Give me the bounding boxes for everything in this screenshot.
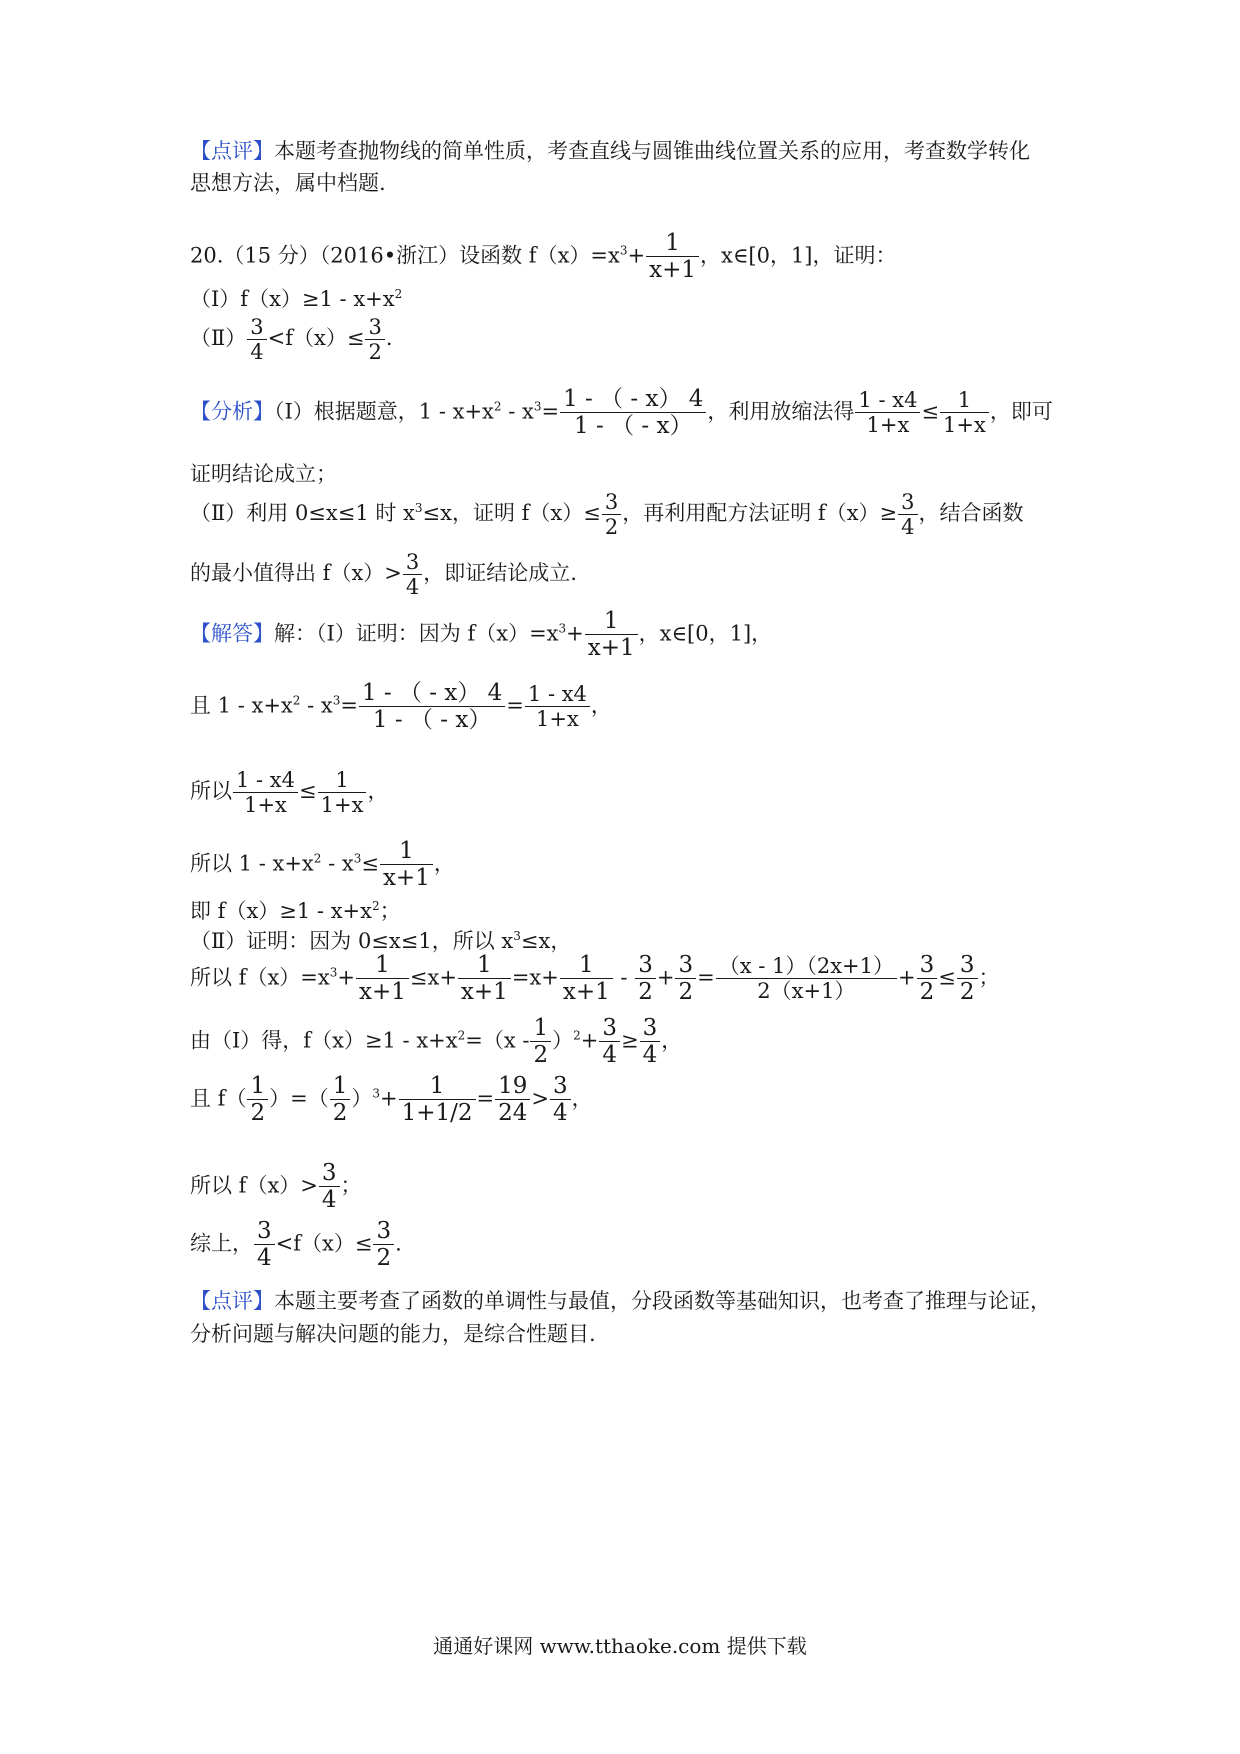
fraction: $\frac{1 - x4}{1+x}$ <box>855 388 920 437</box>
solution-line-11: 综上， $\frac{3}{4}$ <f（x）≤ $\frac{3}{2}$ . <box>190 1218 402 1272</box>
review2-tag: 【点评】 <box>190 1289 274 1313</box>
solution-line-8: 由（Ⅰ）得，$f(x)\ge 1 - x+x^2=(x$ - $\frac{1}{2}$ ）$^2$+ $\frac{3}{4}$ ≥ $\frac{3}{4}$ ， <box>190 1015 683 1069</box>
review-line-1: 【点评】本题考查抛物线的简单性质，考查直线与圆锥曲线位置关系的应用，考查数学转化 <box>190 139 1030 163</box>
analysis-tag: 【分析】 <box>190 399 274 424</box>
review-tag: 【点评】 <box>190 139 274 163</box>
analysis-line-3: （Ⅱ）利用 0≤x≤1 时 $x^3\le x$，证明 f（x）≤ $\frac{3}{2}$ ，再利用配方法证明 f（x）≥ $\frac{3}{4}$ ，结合函数 <box>190 490 1024 540</box>
problem-part-2: （Ⅱ） $\frac{3}{4}$ <f（x）≤ $\frac{3}{2}$ . <box>190 315 393 365</box>
solution-line-6: （Ⅱ）证明：因为 0≤x≤1，所以 $x^3\le x$， <box>190 929 572 953</box>
solution-line-10: 所以 f（x）> $\frac{3}{4}$ ； <box>190 1160 362 1214</box>
solution-line-4: 所以 $1 - x+x^2 - x^3\le$ $\frac{1}{x+1}$ ， <box>190 838 455 892</box>
fraction: $\frac{3}{4}$ <box>247 315 266 364</box>
analysis-line-1: 【分析】（Ⅰ）根据题意，$1 - x+x^2 - x^3=$ $\frac{1 - ( - x) 4}{1 - ( - x)}$ ，利用放缩法得 $\frac{1 - x4}{1+x}$ ≤ $\frac{1}{1+x}$ ，即可 <box>190 386 1053 440</box>
review-line-2: 思想方法，属中档题. <box>190 171 386 195</box>
page-footer: 通通好课网 www.tthaoke.com 提供下载 <box>433 1634 807 1658</box>
fraction: $\frac{1}{1+x}$ <box>940 388 989 437</box>
fraction: $\frac{1 - ( - x) 4}{1 - ( - x)}$ <box>560 386 706 440</box>
problem-statement: 20.（15 分）（2016•浙江）设函数 $f(x)=x^3+$ $\frac{1}{x+1}$ ，x∈[0，1]，证明： <box>190 230 897 284</box>
fraction: $\frac{1}{x+1}$ <box>646 230 699 284</box>
solution-tag: 【解答】 <box>190 621 274 646</box>
solution-line-3: 所以 $\frac{1 - x4}{1+x}$ ≤ $\frac{1}{1+x}$ ， <box>190 768 389 818</box>
analysis-line-2: 证明结论成立； <box>190 462 337 486</box>
analysis-line-4: 的最小值得出 f（x）> $\frac{3}{4}$ ，即证结论成立. <box>190 550 577 600</box>
solution-line-2: 且 $1 - x+x^2 - x^3=$ $\frac{1 - ( - x) 4}{1 - ( - x)}$ = $\frac{1 - x4}{1+x}$ ， <box>190 680 612 734</box>
problem-part-1: （Ⅰ）f（x）≥1 - $x+x^2$ <box>190 287 403 311</box>
solution-line-5: 即 $f(x)\ge 1 - x+x^2$； <box>190 899 401 923</box>
fraction: $\frac{3}{2}$ <box>365 315 384 364</box>
review2-line-2: 分析问题与解决问题的能力，是综合性题目. <box>190 1322 596 1346</box>
solution-line-1: 【解答】解：（Ⅰ）证明：因为 $f(x)=x^3+$ $\frac{1}{x+1}$ ，x∈[0，1]， <box>190 608 773 662</box>
solution-line-7: 所以 $f(x)=x^3+$ $\frac{1}{x+1}$ ≤x+ $\frac{1}{x+1}$ =x+ $\frac{1}{x+1}$ - $\frac{3}{2}$ + $\frac{3}{2}$ = $\frac{(x - 1)(2x+1)}{2(x+1)}$ + $\frac{3}{2}$ ≤ $\frac{3}{2}$ ； <box>190 952 1000 1006</box>
solution-line-9: 且 f（ $\frac{1}{2}$ ）=（ $\frac{1}{2}$ ）$^3$+ $\frac{1}{1+1/2}$ = $\frac{19}{24}$ > $\frac{3}{4}$ ， <box>190 1073 593 1127</box>
review2-line-1: 【点评】本题主要考查了函数的单调性与最值，分段函数等基础知识，也考查了推理与论证， <box>190 1289 1051 1313</box>
